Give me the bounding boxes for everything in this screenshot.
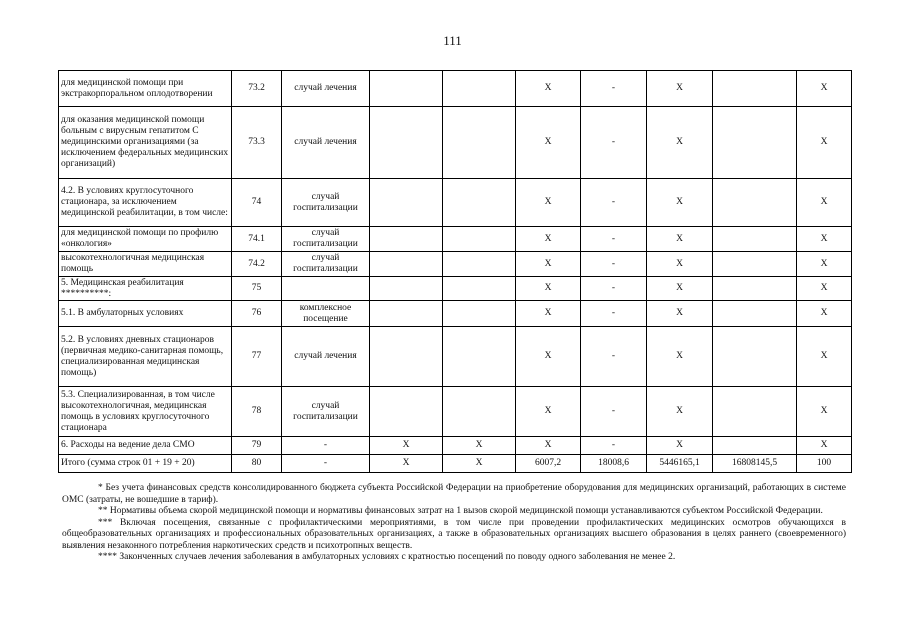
row-col6: X	[516, 327, 581, 387]
row-col4: X	[370, 455, 443, 473]
table-row	[59, 455, 852, 473]
row-col4	[370, 252, 443, 277]
row-col4: X	[370, 437, 443, 455]
row-code: 77	[232, 327, 282, 387]
row-col7: -	[581, 71, 647, 107]
row-col9: 16808145,5	[713, 455, 797, 473]
row-col4	[370, 179, 443, 227]
row-col7: -	[581, 327, 647, 387]
row-col9	[713, 227, 797, 252]
row-col10: X	[797, 277, 852, 301]
row-col6: X	[516, 227, 581, 252]
row-code: 74.2	[232, 252, 282, 277]
row-unit: случай госпитализации	[282, 179, 370, 227]
row-col5	[443, 277, 516, 301]
row-col6: X	[516, 252, 581, 277]
row-unit: комплексное посещение	[282, 301, 370, 327]
row-col7: -	[581, 107, 647, 179]
row-col7: -	[581, 387, 647, 437]
row-col10: X	[797, 252, 852, 277]
row-col4	[370, 107, 443, 179]
page-number: 111	[443, 33, 462, 48]
row-unit: случай госпитализации	[282, 252, 370, 277]
row-col7: -	[581, 179, 647, 227]
row-name: для медицинской помощи по профилю «онкология»	[59, 227, 232, 252]
row-col9	[713, 107, 797, 179]
table-row	[59, 387, 852, 437]
row-col10: X	[797, 227, 852, 252]
row-col4	[370, 227, 443, 252]
row-col6: X	[516, 71, 581, 107]
row-code: 79	[232, 437, 282, 455]
row-unit: случай госпитализации	[282, 387, 370, 437]
table-row	[59, 301, 852, 327]
row-name: для оказания медицинской помощи больным с вирусным гепатитом С медицинскими организациями (за исключением федеральных медицинских организаций)	[59, 107, 232, 179]
row-name: 5.1. В амбулаторных условиях	[59, 301, 232, 327]
row-col6: X	[516, 301, 581, 327]
row-code: 74	[232, 179, 282, 227]
row-col9	[713, 301, 797, 327]
row-col8: X	[647, 277, 713, 301]
row-col10: X	[797, 387, 852, 437]
table-row	[59, 437, 852, 455]
row-col10: X	[797, 437, 852, 455]
financing-table	[58, 70, 852, 473]
row-col5	[443, 71, 516, 107]
table-row	[59, 107, 852, 179]
row-col6: X	[516, 107, 581, 179]
row-col6: X	[516, 437, 581, 455]
row-col8: X	[647, 227, 713, 252]
row-col4	[370, 301, 443, 327]
row-col8: X	[647, 327, 713, 387]
row-col6: X	[516, 387, 581, 437]
row-col6: X	[516, 179, 581, 227]
row-col7: -	[581, 437, 647, 455]
table-row	[59, 227, 852, 252]
row-col4	[370, 71, 443, 107]
row-col8: X	[647, 437, 713, 455]
footnote: * Без учета финансовых средств консолидированного бюджета субъекта Российской Федерации на приобретение оборудования для медицинских организаций, работающих в системе ОМС (затраты, не вошедшие в тариф).	[62, 483, 846, 505]
row-col4	[370, 387, 443, 437]
row-unit: случай лечения	[282, 71, 370, 107]
row-name: 5.3. Специализированная, в том числе высокотехнологичная, медицинская помощь в условиях круглосуточного стационара	[59, 387, 232, 437]
row-name: 5. Медицинская реабилитация **********:	[59, 277, 232, 301]
row-col9	[713, 437, 797, 455]
row-unit: случай лечения	[282, 327, 370, 387]
footnotes	[62, 483, 846, 564]
row-col5	[443, 252, 516, 277]
row-code: 78	[232, 387, 282, 437]
row-col10: X	[797, 179, 852, 227]
row-col6: 6007,2	[516, 455, 581, 473]
row-col10: X	[797, 71, 852, 107]
row-col9	[713, 327, 797, 387]
row-unit: -	[282, 455, 370, 473]
row-col9	[713, 71, 797, 107]
row-code: 74.1	[232, 227, 282, 252]
table-row	[59, 71, 852, 107]
row-col7: 18008,6	[581, 455, 647, 473]
row-col5: X	[443, 455, 516, 473]
row-col8: X	[647, 179, 713, 227]
row-col4	[370, 277, 443, 301]
table-row	[59, 252, 852, 277]
row-col10: X	[797, 107, 852, 179]
row-col10: X	[797, 327, 852, 387]
row-code: 76	[232, 301, 282, 327]
row-name: 5.2. В условиях дневных стационаров (первичная медико-санитарная помощь, специализированная медицинская помощь)	[59, 327, 232, 387]
row-code: 73.2	[232, 71, 282, 107]
row-col4	[370, 327, 443, 387]
row-name: высокотехнологичная медицинская помощь	[59, 252, 232, 277]
row-unit	[282, 277, 370, 301]
row-col7: -	[581, 301, 647, 327]
row-name: 6. Расходы на ведение дела СМО	[59, 437, 232, 455]
row-col9	[713, 179, 797, 227]
row-col5	[443, 327, 516, 387]
row-col8: X	[647, 252, 713, 277]
row-col8: X	[647, 387, 713, 437]
row-col9	[713, 277, 797, 301]
row-unit: случай лечения	[282, 107, 370, 179]
row-col5	[443, 301, 516, 327]
row-col8: X	[647, 107, 713, 179]
row-col8: X	[647, 301, 713, 327]
row-col9	[713, 387, 797, 437]
row-name: для медицинской помощи при экстракорпоральном оплодотворении	[59, 71, 232, 107]
row-col10: X	[797, 301, 852, 327]
row-col6: X	[516, 277, 581, 301]
row-col10: 100	[797, 455, 852, 473]
row-col8: 5446165,1	[647, 455, 713, 473]
row-code: 80	[232, 455, 282, 473]
row-col5	[443, 387, 516, 437]
table-body	[59, 71, 852, 473]
row-col7: -	[581, 252, 647, 277]
row-col9	[713, 252, 797, 277]
row-code: 73.3	[232, 107, 282, 179]
row-code: 75	[232, 277, 282, 301]
row-col7: -	[581, 227, 647, 252]
row-name: 4.2. В условиях круглосуточного стационара, за исключением медицинской реабилитации, в том числе:	[59, 179, 232, 227]
row-col5: X	[443, 437, 516, 455]
row-name: Итого (сумма строк 01 + 19 + 20)	[59, 455, 232, 473]
table-row	[59, 277, 852, 301]
table-row	[59, 179, 852, 227]
footnote: *** Включая посещения, связанные с профилактическими мероприятиями, в том числе при проведении профилактических медицинских осмотров обучающихся в общеобразовательных организациях и профессиональных образовательных организациях, а также в образовательных организациях высшего образования в целях раннего (своевременного) выявления незаконного потребления наркотических средств и психотропных веществ.	[62, 517, 846, 551]
row-col8: X	[647, 71, 713, 107]
row-col7: -	[581, 277, 647, 301]
table-row	[59, 327, 852, 387]
row-col5	[443, 179, 516, 227]
row-unit: случай госпитализации	[282, 227, 370, 252]
row-col5	[443, 227, 516, 252]
footnote: ** Нормативы объема скорой медицинской помощи и нормативы финансовых затрат на 1 вызов скорой медицинской помощи устанавливаются субъектом Российской Федерации.	[98, 506, 823, 516]
footnote: **** Законченных случаев лечения заболевания в амбулаторных условиях с кратностью посещений по поводу одного заболевания не менее 2.	[98, 552, 676, 562]
row-col5	[443, 107, 516, 179]
row-unit: -	[282, 437, 370, 455]
